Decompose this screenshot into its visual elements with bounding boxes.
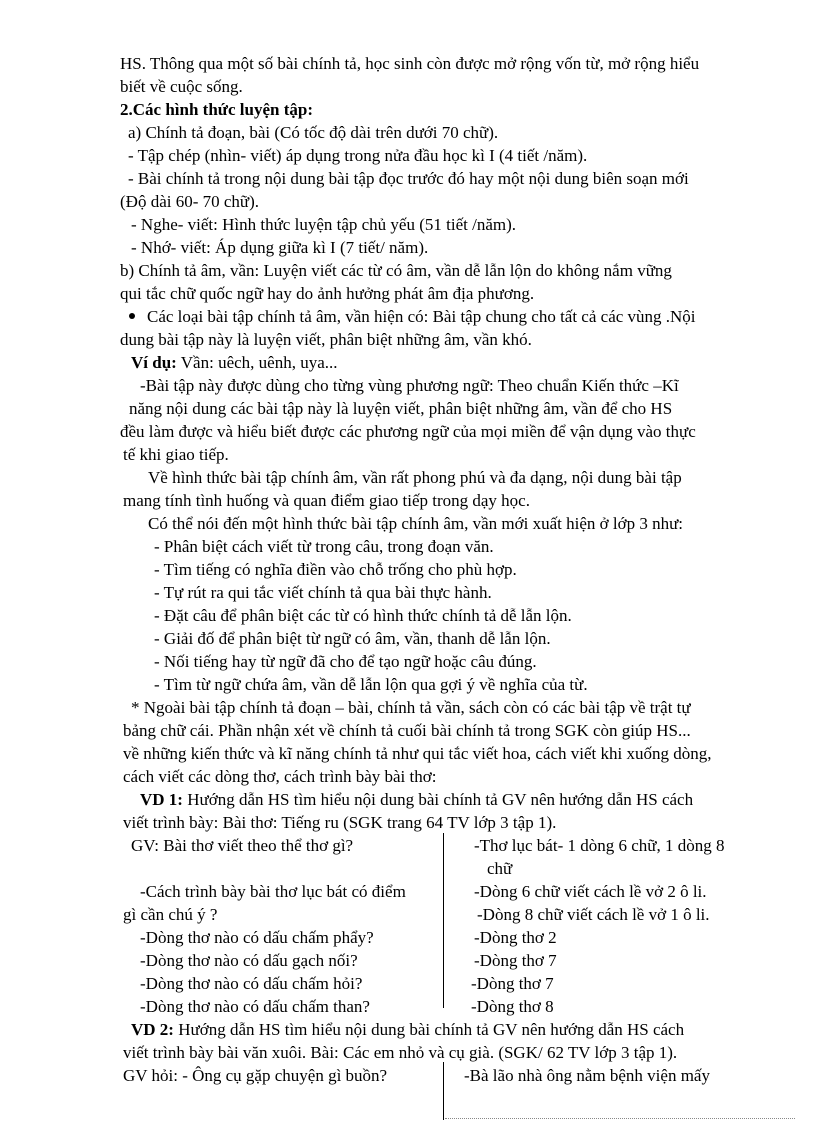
list-item: - Tìm tiếng có nghĩa điền vào chỗ trống cho phù hợp.: [154, 560, 517, 579]
answer-cell: -Dòng thơ 7: [474, 951, 557, 970]
example-text: Hướng dẫn HS tìm hiểu nội dung bài chính tả GV nên hướng dẫn HS cách: [182, 790, 694, 809]
question-cell: -Dòng thơ nào có dấu chấm than?: [140, 997, 370, 1016]
paragraph-line: năng nội dung các bài tập này là luyện viết, phân biệt những âm, vần để cho HS: [129, 399, 673, 418]
bullet-item: [129, 305, 696, 328]
column-divider: [443, 833, 444, 1008]
list-item: - Tự rút ra qui tắc viết chính tả qua bài thực hành.: [154, 583, 492, 602]
example-line: [131, 351, 338, 374]
answer-cell: -Dòng 6 chữ viết cách lề vở 2 ô li.: [474, 882, 707, 901]
answer-cell: -Dòng 8 chữ viết cách lề vở 1 ô li.: [477, 905, 710, 924]
list-item: - Đặt câu để phân biệt các từ có hình thức chính tả dễ lẫn lộn.: [154, 606, 572, 625]
example-text: Vần: uêch, uênh, uya...: [176, 353, 338, 372]
answer-cell: -Thơ lục bát- 1 dòng 6 chữ, 1 dòng 8: [474, 836, 725, 855]
list-item: - Giải đố để phân biệt từ ngữ có âm, vần, thanh dễ lẫn lộn.: [154, 629, 551, 648]
bullet-text: Các loại bài tập chính tả âm, vần hiện có: Bài tập chung cho tất cả các vùng .Nội: [147, 307, 696, 326]
column-divider: [443, 1062, 444, 1120]
answer-cell: -Bà lão nhà ông nằm bệnh viện mấy: [464, 1066, 710, 1085]
list-item: - Nối tiếng hay từ ngữ đã cho để tạo ngữ hoặc câu đúng.: [154, 652, 537, 671]
paragraph-line: - Bài chính tả trong nội dung bài tập đọc trước đó hay một nội dung biên soạn mới: [128, 169, 689, 188]
paragraph-line: viết trình bày: Bài thơ: Tiếng ru (SGK trang 64 TV lớp 3 tập 1).: [123, 813, 557, 832]
answer-cell: -Dòng thơ 2: [474, 928, 557, 947]
answer-cell: -Dòng thơ 8: [471, 997, 554, 1016]
answer-cell: -Dòng thơ 7: [471, 974, 554, 993]
paragraph-line: biết về cuộc sống.: [120, 77, 243, 96]
table-bottom-border: [445, 1118, 795, 1119]
list-item: - Phân biệt cách viết từ trong câu, trong đoạn văn.: [154, 537, 494, 556]
paragraph-line: mang tính tình huống và quan điểm giao tiếp trong dạy học.: [123, 491, 530, 510]
paragraph-line: a) Chính tả đoạn, bài (Có tốc độ dài trên dưới 70 chữ).: [128, 123, 499, 142]
answer-cell: chữ: [487, 859, 513, 878]
question-cell: -Cách trình bày bài thơ lục bát có điểm: [140, 882, 406, 901]
question-cell: GV hỏi: - Ông cụ gặp chuyện gì buồn?: [123, 1066, 388, 1085]
paragraph-line: - Tập chép (nhìn- viết) áp dụng trong nửa đầu học kì I (4 tiết /năm).: [128, 146, 588, 165]
question-cell: -Dòng thơ nào có dấu gạch nối?: [140, 951, 358, 970]
example-label: VD 1:: [140, 790, 183, 809]
paragraph-line: về những kiến thức và kĩ năng chính tả như qui tắc viết hoa, cách viết khi xuống dòng,: [123, 744, 712, 763]
paragraph-line: - Nghe- viết: Hình thức luyện tập chủ yếu (51 tiết /năm).: [131, 215, 516, 234]
paragraph-line: - Nhớ- viết: Áp dụng giữa kì I (7 tiết/ năm).: [131, 238, 429, 257]
section-heading: 2.Các hình thức luyện tập:: [120, 100, 313, 119]
example-label: VD 2:: [131, 1020, 174, 1039]
list-item: - Tìm từ ngữ chứa âm, vần dễ lẫn lộn qua gợi ý về nghĩa của từ.: [154, 675, 588, 694]
paragraph-line: qui tắc chữ quốc ngữ hay do ảnh hưởng phát âm địa phương.: [120, 284, 535, 303]
paragraph-line: HS. Thông qua một số bài chính tả, học sinh còn được mở rộng vốn từ, mở rộng hiểu: [120, 54, 700, 73]
question-cell: -Dòng thơ nào có dấu chấm hỏi?: [140, 974, 363, 993]
question-cell: GV: Bài thơ viết theo thể thơ gì?: [131, 836, 354, 855]
paragraph-line: * Ngoài bài tập chính tả đoạn – bài, chính tả vần, sách còn có các bài tập về trật tự: [131, 698, 691, 717]
paragraph-line: -Bài tập này được dùng cho từng vùng phương ngữ: Theo chuẩn Kiến thức –Kĩ: [140, 376, 679, 395]
question-cell: -Dòng thơ nào có dấu chấm phẩy?: [140, 928, 374, 947]
example-label: Ví dụ:: [131, 353, 177, 372]
example-text: Hướng dẫn HS tìm hiểu nội dung bài chính tả GV nên hướng dẫn HS cách: [173, 1020, 685, 1039]
example-line: [140, 788, 693, 811]
paragraph-line: viết trình bày bài văn xuôi. Bài: Các em nhỏ và cụ già. (SGK/ 62 TV lớp 3 tập 1).: [123, 1043, 678, 1062]
paragraph-line: đều làm được và hiểu biết được các phương ngữ của mọi miền để vận dụng vào thực: [120, 422, 696, 441]
paragraph-line: Có thể nói đến một hình thức bài tập chính âm, vần mới xuất hiện ở lớp 3 như:: [148, 514, 684, 533]
bullet-icon: [129, 313, 135, 319]
paragraph-line: Về hình thức bài tập chính âm, vần rất phong phú và đa dạng, nội dung bài tập: [148, 468, 682, 487]
question-cell: gì cần chú ý ?: [123, 905, 218, 924]
example-line: [131, 1018, 684, 1041]
paragraph-line: dung bài tập này là luyện viết, phân biệt những âm, vần khó.: [120, 330, 532, 349]
paragraph-line: tế khi giao tiếp.: [123, 445, 229, 464]
paragraph-line: cách viết các dòng thơ, cách trình bày bài thơ:: [123, 767, 437, 786]
paragraph-line: (Độ dài 60- 70 chữ).: [120, 192, 260, 211]
paragraph-line: b) Chính tả âm, vần: Luyện viết các từ có âm, vần dễ lẫn lộn do không nắm vững: [120, 261, 672, 280]
paragraph-line: bảng chữ cái. Phần nhận xét về chính tả cuối bài chính tả trong SGK còn giúp HS...: [123, 721, 691, 740]
